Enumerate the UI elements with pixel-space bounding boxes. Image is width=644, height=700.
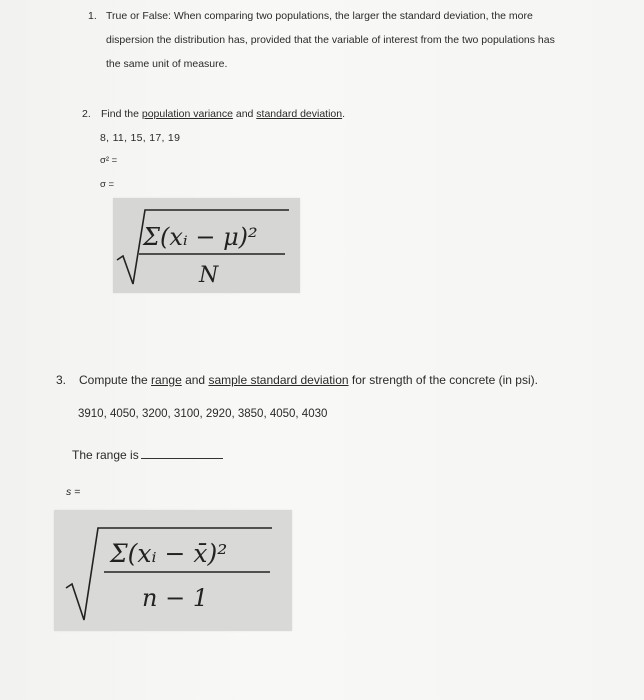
question-2-prompt-post: . [342,108,346,120]
population-sd-formula [113,198,300,293]
variance-answer-label: σ² = [100,155,118,166]
question-1-number: 1. [88,10,97,22]
question-3-prompt-post: for strength of the concrete (in psi). [348,373,538,387]
range-label: The range is [72,448,139,462]
s-answer-label: s = [66,486,81,498]
sample-sd-formula [54,510,292,631]
question-1-line-3: the same unit of measure. [106,58,228,70]
question-2-prompt-pre: Find the [101,108,142,120]
question-3-data: 3910, 4050, 3200, 3100, 2920, 3850, 4050, 4030 [78,408,328,420]
term-range: range [151,373,182,387]
question-2-number: 2. [82,108,91,120]
sample-sd-formula-graphic [54,510,292,631]
formula-1-denominator: N [199,263,219,288]
question-3-prompt-mid: and [181,373,209,387]
sd-answer-label: σ = [100,179,115,190]
question-2-prompt-mid: and [232,108,257,120]
term-standard-deviation: standard deviation [256,108,343,120]
question-2-prompt [101,108,345,120]
question-3-prompt-pre: Compute the [79,373,152,387]
question-1-line-2: dispersion the distribution has, provided that the variable of interest from the two populations has [106,34,555,46]
population-sd-formula-graphic [113,198,300,293]
question-3-number: 3. [56,373,67,387]
formula-2-numerator: Σ(xᵢ − x̄)² [110,539,228,568]
range-answer-line [72,448,223,462]
range-answer-blank [141,458,223,459]
formula-1-numerator: Σ(xᵢ − μ)² [143,223,258,251]
question-3-prompt [79,373,538,387]
question-1-line-1: True or False: When comparing two populations, the larger the standard deviation, the more [106,10,533,22]
term-population-variance: population variance [141,108,233,120]
formula-2-denominator: n − 1 [142,584,209,612]
term-sample-standard-deviation: sample standard deviation [208,373,349,387]
question-2-data: 8, 11, 15, 17, 19 [100,132,181,144]
